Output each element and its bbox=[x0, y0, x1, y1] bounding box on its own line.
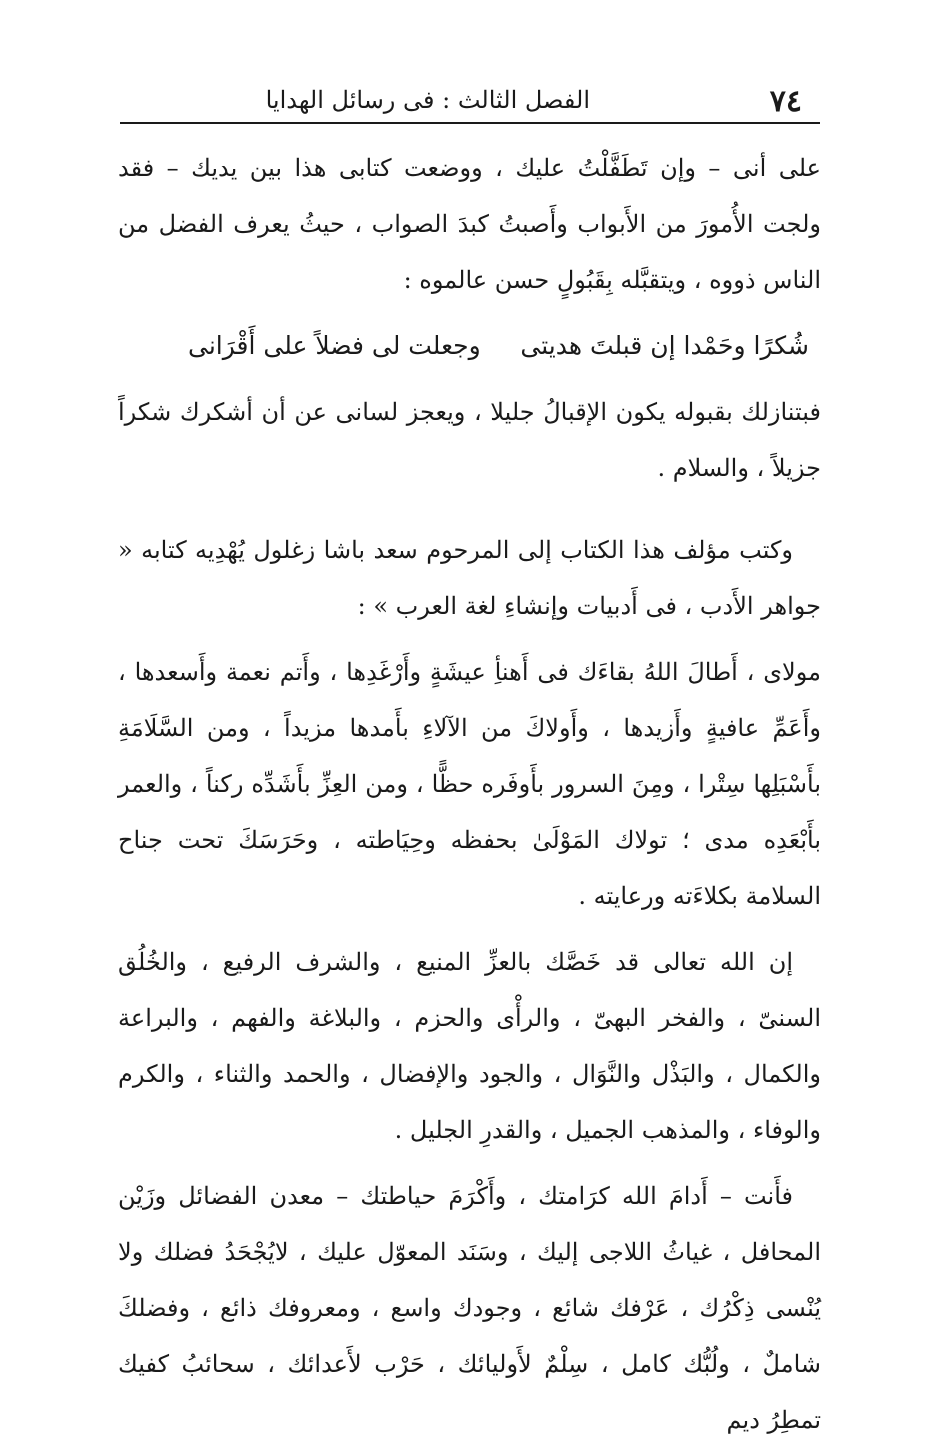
running-title: الفصل الثالث : فى رسائل الهدايا bbox=[265, 86, 590, 114]
paragraph-virtues: إن الله تعالى قد خَصَّك بالعزِّ المنيع ، والشرف الرفيع ، والخُلُق السنىّ ، والفخر البهىّ ، والرأْى والحزم ، والبلاغة والفهم ، والبراعة والكمال ، والبَذْل والنَّوَال ، والجود والإفضال ، والحمد والثناء ، والكرم والوفاء ، والمذهب الجميل ، والقدرِ الجليل . bbox=[118, 948, 821, 1144]
poem-second-hemistich: وجعلت لى فضلاً على أَقْرَانى bbox=[188, 331, 481, 360]
paragraph-intro-letter: وكتب مؤلف هذا الكتاب إلى المرحوم سعد باشا زغلول يُهْدِيه كتابه « جواهر الأَدب ، فى أَدبيات وإنشاءِ لغة العرب » : bbox=[118, 536, 821, 620]
paragraph-closing: فبتنازلك بقبوله يكون الإقبالُ جليلا ، ويعجز لسانى عن أن أشكرك شكراً جزيلاً ، والسلام . bbox=[118, 398, 822, 482]
paragraph-opening: على أنى – وإن تَطَفَّلْتُ عليك ، ووضعت كتابى هذا بين يديك – فقد ولجت الأُمورَ من الأَبواب وأَصبتُ كبدَ الصواب ، حيثُ يعرف الفضل من الناس ذووه ، ويتقبَّله بِقَبُولٍ حسن عالموه : bbox=[118, 154, 821, 294]
page-header bbox=[120, 82, 820, 122]
page-number: ٧٤ bbox=[769, 84, 802, 119]
poem-verse bbox=[118, 318, 821, 374]
poem-first-hemistich: شُكرًا وحَمْدا إن قبلتَ هديتى bbox=[520, 331, 809, 360]
header-divider bbox=[120, 122, 820, 124]
paragraph-praise: فأَنت – أَدامَ الله كرَامتك ، وأَكْرَمَ حياطتك – معدن الفضائل وزَيْن المحافل ، غياثُ اللاجى إليك ، وسَنَد المعوّل عليك ، لايُجْحَدُ فضلك ولا يُنْسى ذِكْرُك ، عَرْفك شائع ، وجودك واسع ، ومعروفك ذائع ، وفضلكَ شاملٌ ، ولُبُّك كامل ، سِلْمٌ لأَوليائك ، حَرْب لأَعدائك ، سحائبُ كفيك تمطِرُ ديم bbox=[118, 1182, 821, 1434]
body-text bbox=[118, 140, 821, 1448]
paragraph-salutation: مولاى ، أَطالَ اللهُ بقاءَك فى أَهنأِ عيشَةٍ وأَرْغَدِها ، وأَتم نعمة وأَسعدها ، وأَعَمِّ عافيةٍ وأَزيدها ، وأَولاكَ من الآلاءِ بأَمدها مزيداً ، ومن السَّلَامَةِ بأَسْبَلِها سِتْرا ، ومِنَ السرور بأَوفَره حظًّا ، ومن العِزِّ بأَشَدِّه ركناً ، والعمر بأَبْعَدِه مدى ؛ تولاك المَوْلَىٰ بحفظه وحِيَاطته ، وحَرَسَكَ تحت جناح السلامة بكلاءَته ورعايته . bbox=[118, 658, 822, 910]
